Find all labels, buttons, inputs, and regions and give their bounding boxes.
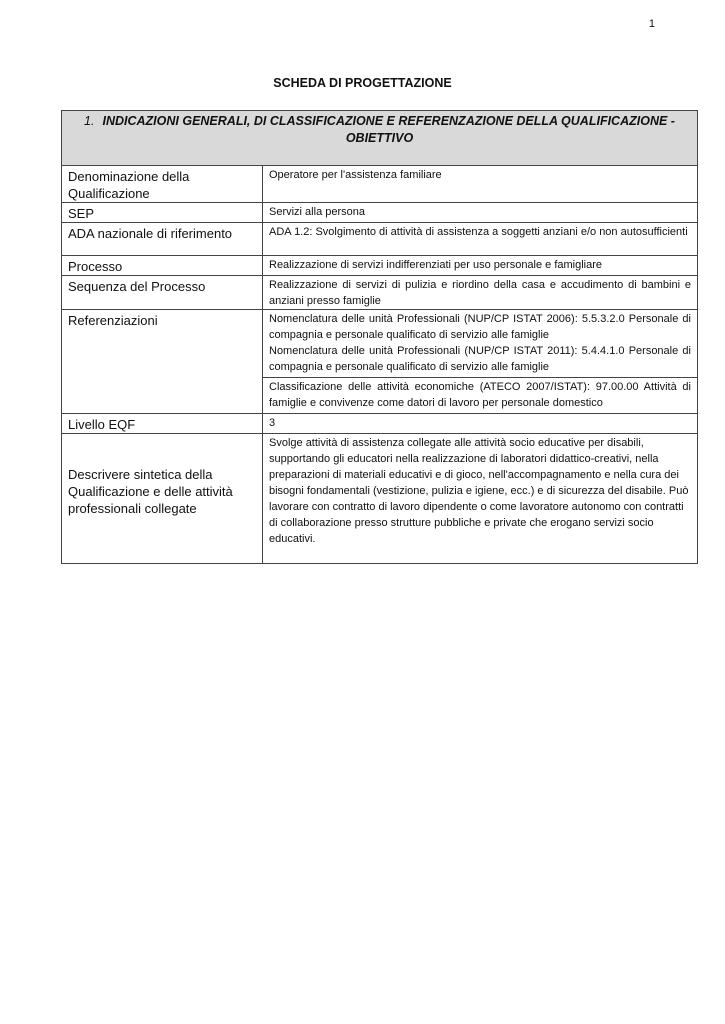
table-row-sequenza <box>62 276 698 310</box>
row-label <box>62 434 263 564</box>
table-row-ada <box>62 223 698 256</box>
table-row-descrizione <box>62 434 698 564</box>
section-heading-line2: OBIETTIVO <box>345 131 414 145</box>
row-label: Livello EQF <box>62 414 263 434</box>
section-heading <box>62 111 698 166</box>
row-label: SEP <box>62 203 263 223</box>
description-label: Descrivere sintetica della Qualificazione e delle attività professionali collegate <box>68 467 233 516</box>
row-label: ADA nazionale di riferimento <box>62 223 263 256</box>
section-header-row <box>62 111 698 166</box>
ateco-reference: Classificazione delle attività economiche (ATECO 2007/ISTAT): 97.00.00 Attività di famiglie e convivenze come datori di lavoro per personale domestico <box>263 377 697 413</box>
nup-2011-reference: Nomenclatura delle unità Professionali (NUP/CP ISTAT 2011): 5.4.4.1.0 Personale di compagnia e personale qualificato di servizio alle famiglie <box>269 345 691 373</box>
row-value: Realizzazione di servizi di pulizia e riordino della casa e accudimento di bambini e anziani presso famiglie <box>263 276 698 310</box>
row-label: Denominazione della Qualificazione <box>62 166 263 203</box>
page-number: 1 <box>648 18 655 30</box>
table-row-sep <box>62 203 698 223</box>
nup-2006-reference: Nomenclatura delle unità Professionali (NUP/CP ISTAT 2006): 5.5.3.2.0 Personale di compagnia e personale qualificato di servizio alle famiglie <box>269 313 691 341</box>
table-row-referenziazioni <box>62 310 698 414</box>
table-row-denominazione <box>62 166 698 203</box>
section-heading-line1: INDICAZIONI GENERALI, DI CLASSIFICAZIONE E REFERENZAZIONE DELLA QUALIFICAZIONE - <box>102 114 675 128</box>
row-value: 3 <box>263 414 698 434</box>
row-value: Svolge attività di assistenza collegate alle attività socio educative per disabili, supportando gli educatori nella realizzazione di laboratori didattico-creativi, nella preparazioni di materiali educativi e di gioco, nell'accompagnamento e nella cura dei bisogni fondamentali (vestizione, pulizia e igiene, ecc.) e di sicurezza del disabile. Può lavorare con contratto di lavoro dipendente o come lavoratore autonomo con contratti di collaborazione presso strutture pubbliche e private che erogano servizi socio educativi. <box>263 434 698 564</box>
row-value: ADA 1.2: Svolgimento di attività di assistenza a soggetti anziani e/o non autosufficienti <box>263 223 698 256</box>
table-row-livello <box>62 414 698 434</box>
row-value: Realizzazione di servizi indifferenziati per uso personale e famigliare <box>263 256 698 276</box>
row-value: Servizi alla persona <box>263 203 698 223</box>
table-row-processo <box>62 256 698 276</box>
qualification-table <box>61 110 698 564</box>
row-label: Referenziazioni <box>62 310 263 414</box>
row-label: Processo <box>62 256 263 276</box>
document-title: SCHEDA DI PROGETTAZIONE <box>273 76 452 90</box>
row-value <box>263 310 698 414</box>
section-number: 1. <box>84 114 95 128</box>
row-value: Operatore per l'assistenza familiare <box>263 166 698 203</box>
row-label: Sequenza del Processo <box>62 276 263 310</box>
